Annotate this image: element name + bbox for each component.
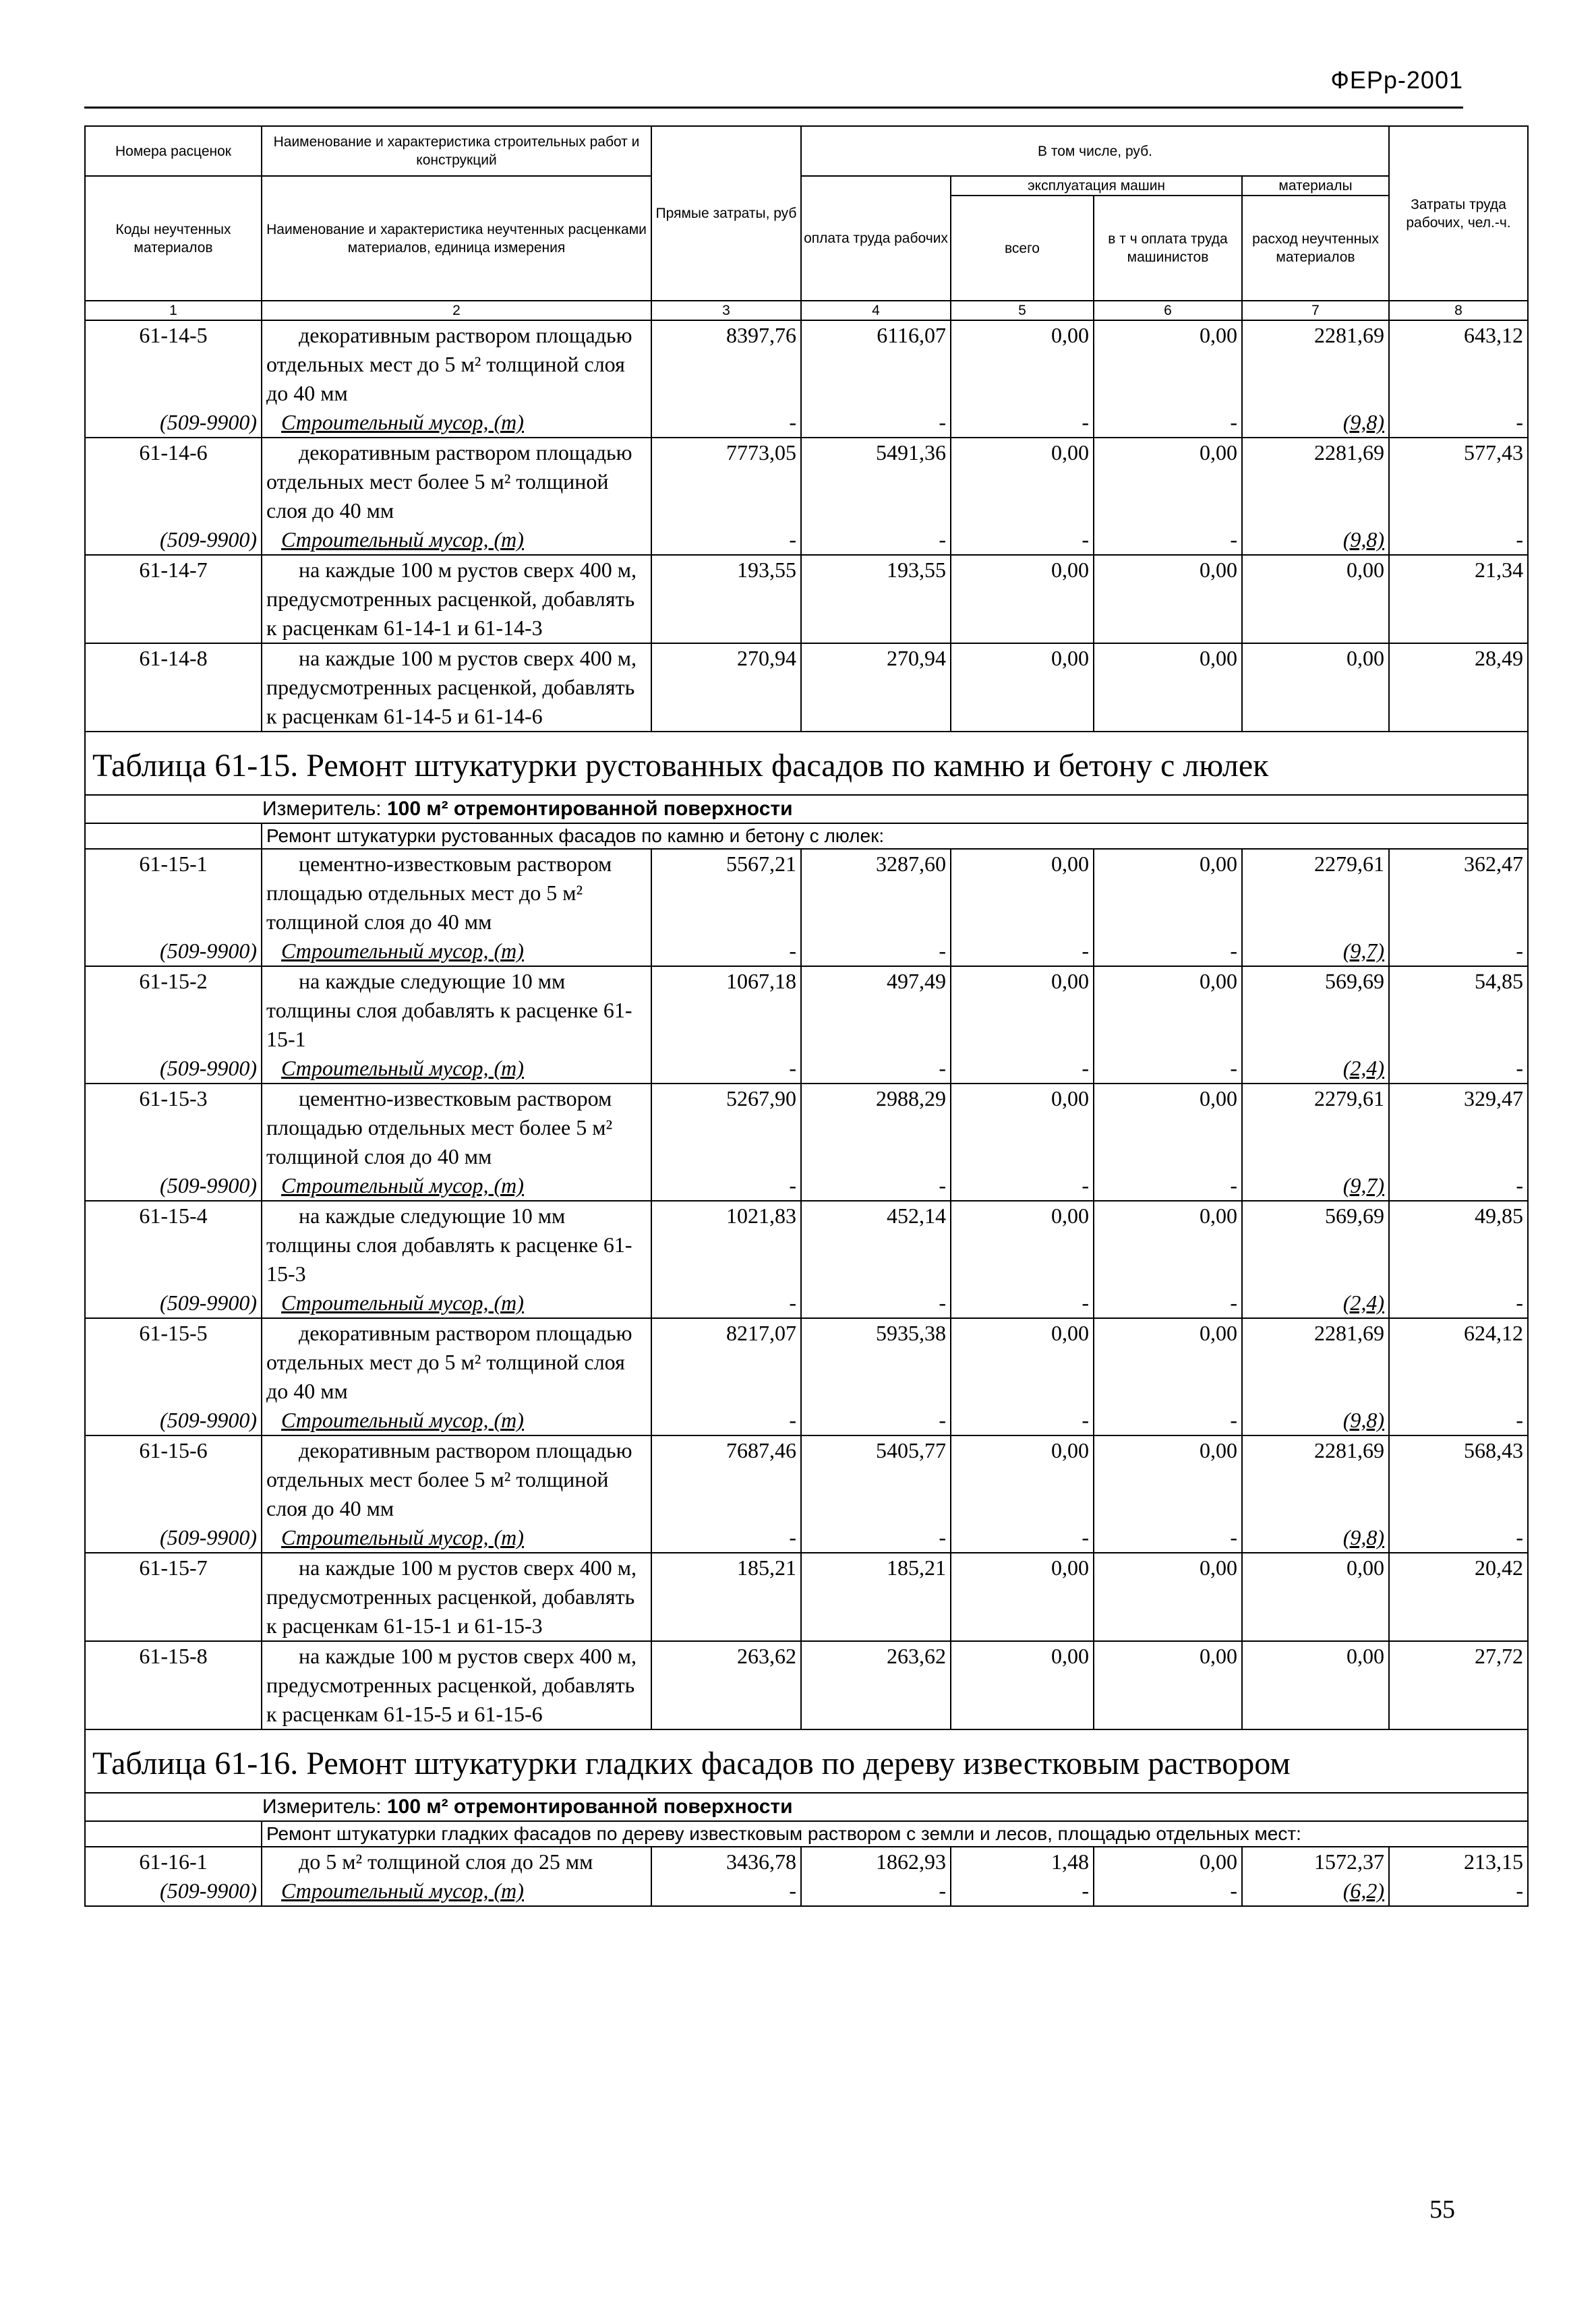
col-name-header: Наименование и характеристика строительных работ и конструкций xyxy=(262,126,651,176)
col-number: 5 xyxy=(951,301,1094,320)
empty-value: - xyxy=(1094,1523,1242,1553)
empty-value: - xyxy=(1389,525,1528,555)
rate-code: 61-15-6 xyxy=(85,1435,262,1523)
page-number: 55 xyxy=(1429,2195,1455,2224)
empty-value: - xyxy=(801,1876,951,1906)
meter-value: 100 м² отремонтированной поверхности xyxy=(386,1796,793,1818)
header-rule xyxy=(84,107,1463,109)
labor-hours: 362,47 xyxy=(1389,849,1528,937)
labor-hours: 21,34 xyxy=(1389,555,1528,643)
direct-cost: 7687,46 xyxy=(651,1435,801,1523)
machine-labor-cost: 0,00 xyxy=(1094,1641,1242,1729)
rate-description: на каждые следующие 10 мм толщины слоя добавлять к расценке 61-15-3 xyxy=(262,1201,651,1288)
labor-hours: 568,43 xyxy=(1389,1435,1528,1523)
col-machlabor-header: в т ч оплата труда машинистов xyxy=(1094,196,1242,301)
machine-cost: 0,00 xyxy=(951,1318,1094,1406)
empty-value: - xyxy=(651,1406,801,1435)
materials-cost: 2279,61 xyxy=(1242,1084,1389,1171)
col-matname-header: Наименование и характеристика неучтенных расценками материалов, единица измерения xyxy=(262,176,651,301)
rate-description: на каждые 100 м рустов сверх 400 м, предусмотренных расценкой, добавлять к расценкам 61-15-1 и 61-15-3 xyxy=(262,1553,651,1641)
group-row xyxy=(85,1821,1528,1847)
rate-row xyxy=(85,643,1528,732)
breakdown-header: В том числе, руб. xyxy=(801,126,1389,176)
empty-value: - xyxy=(951,408,1094,438)
materials-cost: 0,00 xyxy=(1242,1641,1389,1729)
material-quantity: (9,7) xyxy=(1242,937,1389,966)
empty-value: - xyxy=(1389,1054,1528,1084)
materials-cost: 0,00 xyxy=(1242,555,1389,643)
empty-value: - xyxy=(1094,1288,1242,1318)
materials-cost: 2279,61 xyxy=(1242,849,1389,937)
material-row xyxy=(85,1288,1528,1318)
material-quantity: (2,4) xyxy=(1242,1054,1389,1084)
empty-value: - xyxy=(801,1406,951,1435)
empty-value: - xyxy=(1389,1876,1528,1906)
direct-cost: 185,21 xyxy=(651,1553,801,1641)
rate-description: на каждые 100 м рустов сверх 400 м, предусмотренных расценкой, добавлять к расценкам 61-15-5 и 61-15-6 xyxy=(262,1641,651,1729)
empty-value: - xyxy=(1389,1288,1528,1318)
meter-row xyxy=(85,795,1528,823)
machine-labor-cost: 0,00 xyxy=(1094,320,1242,408)
empty-value: - xyxy=(801,1523,951,1553)
col-hours-header: Затраты труда рабочих, чел.-ч. xyxy=(1389,126,1528,301)
material-name: Строительный мусор, (т) xyxy=(262,525,651,555)
labor-hours: 213,15 xyxy=(1389,1847,1528,1876)
empty-value: - xyxy=(1389,1406,1528,1435)
material-code: (509-9900) xyxy=(85,1523,262,1553)
labor-cost: 6116,07 xyxy=(801,320,951,408)
group-row xyxy=(85,823,1528,849)
materials-cost: 569,69 xyxy=(1242,966,1389,1054)
rate-code: 61-15-3 xyxy=(85,1084,262,1171)
direct-cost: 8217,07 xyxy=(651,1318,801,1406)
empty-value: - xyxy=(1094,1171,1242,1201)
rate-code: 61-14-8 xyxy=(85,643,262,732)
material-code: (509-9900) xyxy=(85,1288,262,1318)
direct-cost: 8397,76 xyxy=(651,320,801,408)
machine-labor-cost: 0,00 xyxy=(1094,643,1242,732)
labor-cost: 5405,77 xyxy=(801,1435,951,1523)
material-row xyxy=(85,1406,1528,1435)
materials-cost: 2281,69 xyxy=(1242,438,1389,525)
col-number: 2 xyxy=(262,301,651,320)
empty-value: - xyxy=(951,1876,1094,1906)
empty-value: - xyxy=(801,1054,951,1084)
labor-cost: 263,62 xyxy=(801,1641,951,1729)
labor-cost: 185,21 xyxy=(801,1553,951,1641)
material-code: (509-9900) xyxy=(85,525,262,555)
machines-header: эксплуатация машин xyxy=(951,176,1242,196)
material-quantity: (6,2) xyxy=(1242,1876,1389,1906)
material-name: Строительный мусор, (т) xyxy=(262,937,651,966)
rate-description: на каждые 100 м рустов сверх 400 м, предусмотренных расценкой, добавлять к расценкам 61-14-1 и 61-14-3 xyxy=(262,555,651,643)
rate-code: 61-14-7 xyxy=(85,555,262,643)
materials-cost: 569,69 xyxy=(1242,1201,1389,1288)
group-spacer xyxy=(85,823,262,849)
empty-value: - xyxy=(1094,525,1242,555)
labor-hours: 329,47 xyxy=(1389,1084,1528,1171)
col-labor-header: оплата труда рабочих xyxy=(801,176,951,301)
empty-value: - xyxy=(1094,1054,1242,1084)
empty-value: - xyxy=(1389,1523,1528,1553)
machine-cost: 0,00 xyxy=(951,1435,1094,1523)
empty-value: - xyxy=(951,1054,1094,1084)
empty-value: - xyxy=(951,1406,1094,1435)
col-number: 8 xyxy=(1389,301,1528,320)
col-code-header: Номера расценок xyxy=(85,126,262,176)
meter-value: 100 м² отремонтированной поверхности xyxy=(386,798,793,820)
machine-cost: 0,00 xyxy=(951,849,1094,937)
direct-cost: 270,94 xyxy=(651,643,801,732)
labor-hours: 624,12 xyxy=(1389,1318,1528,1406)
labor-hours: 54,85 xyxy=(1389,966,1528,1054)
col-direct-header: Прямые затраты, руб xyxy=(651,126,801,301)
rate-code: 61-14-6 xyxy=(85,438,262,525)
rate-code: 61-15-2 xyxy=(85,966,262,1054)
material-code: (509-9900) xyxy=(85,1876,262,1906)
labor-cost: 270,94 xyxy=(801,643,951,732)
empty-value: - xyxy=(651,1054,801,1084)
meter xyxy=(85,795,1528,823)
group-spacer xyxy=(85,1821,262,1847)
machine-cost: 1,48 xyxy=(951,1847,1094,1876)
rate-code: 61-15-7 xyxy=(85,1553,262,1641)
rate-description: декоративным раствором площадью отдельных мест до 5 м² толщиной слоя до 40 мм xyxy=(262,320,651,408)
material-quantity: (9,8) xyxy=(1242,525,1389,555)
empty-value: - xyxy=(801,1288,951,1318)
direct-cost: 5267,90 xyxy=(651,1084,801,1171)
direct-cost: 5567,21 xyxy=(651,849,801,937)
col-number: 7 xyxy=(1242,301,1389,320)
rate-description: на каждые 100 м рустов сверх 400 м, предусмотренных расценкой, добавлять к расценкам 61-14-5 и 61-14-6 xyxy=(262,643,651,732)
empty-value: - xyxy=(651,408,801,438)
material-code: (509-9900) xyxy=(85,408,262,438)
empty-value: - xyxy=(651,937,801,966)
materials-cost: 0,00 xyxy=(1242,1553,1389,1641)
rate-code: 61-15-4 xyxy=(85,1201,262,1288)
column-numbers xyxy=(85,301,1528,320)
col-materials-header: расход неучтенных материалов xyxy=(1242,196,1389,301)
material-name: Строительный мусор, (т) xyxy=(262,1523,651,1553)
empty-value: - xyxy=(651,1171,801,1201)
labor-hours: 643,12 xyxy=(1389,320,1528,408)
empty-value: - xyxy=(801,937,951,966)
labor-cost: 2988,29 xyxy=(801,1084,951,1171)
empty-value: - xyxy=(651,1523,801,1553)
table-header xyxy=(85,126,1528,320)
empty-value: - xyxy=(1094,1406,1242,1435)
machine-cost: 0,00 xyxy=(951,320,1094,408)
table-title: Таблица 61-16. Ремонт штукатурки гладких фасадов по дереву известковым раствором xyxy=(85,1729,1528,1793)
direct-cost: 193,55 xyxy=(651,555,801,643)
rate-row xyxy=(85,1201,1528,1288)
empty-value: - xyxy=(951,1288,1094,1318)
rate-row xyxy=(85,1847,1528,1876)
empty-value: - xyxy=(1094,937,1242,966)
rate-description: декоративным раствором площадью отдельных мест более 5 м² толщиной слоя до 40 мм xyxy=(262,1435,651,1523)
meter-label: Измеритель: xyxy=(262,1796,382,1818)
table-title: Таблица 61-15. Ремонт штукатурки рустованных фасадов по камню и бетону с люлек xyxy=(85,732,1528,795)
empty-value: - xyxy=(1389,937,1528,966)
direct-cost: 1067,18 xyxy=(651,966,801,1054)
direct-cost: 263,62 xyxy=(651,1641,801,1729)
rate-row xyxy=(85,849,1528,937)
labor-cost: 1862,93 xyxy=(801,1847,951,1876)
material-name: Строительный мусор, (т) xyxy=(262,1171,651,1201)
machine-labor-cost: 0,00 xyxy=(1094,555,1242,643)
meter-label: Измеритель: xyxy=(262,798,382,820)
material-row xyxy=(85,525,1528,555)
rate-code: 61-16-1 xyxy=(85,1847,262,1876)
machine-cost: 0,00 xyxy=(951,1553,1094,1641)
machine-labor-cost: 0,00 xyxy=(1094,438,1242,525)
material-quantity: (9,8) xyxy=(1242,1523,1389,1553)
material-name: Строительный мусор, (т) xyxy=(262,408,651,438)
machine-cost: 0,00 xyxy=(951,1641,1094,1729)
material-row xyxy=(85,408,1528,438)
empty-value: - xyxy=(951,525,1094,555)
materials-header: материалы xyxy=(1242,176,1389,196)
material-code: (509-9900) xyxy=(85,937,262,966)
material-name: Строительный мусор, (т) xyxy=(262,1406,651,1435)
material-row xyxy=(85,1054,1528,1084)
empty-value: - xyxy=(951,937,1094,966)
rate-row xyxy=(85,966,1528,1054)
col-number: 4 xyxy=(801,301,951,320)
table-body xyxy=(85,320,1528,1906)
material-quantity: (9,7) xyxy=(1242,1171,1389,1201)
material-quantity: (9,8) xyxy=(1242,408,1389,438)
empty-value: - xyxy=(651,1876,801,1906)
direct-cost: 1021,83 xyxy=(651,1201,801,1288)
empty-value: - xyxy=(1389,408,1528,438)
rate-row xyxy=(85,1318,1528,1406)
rate-description: цементно-известковым раствором площадью отдельных мест более 5 м² толщиной слоя до 40 мм xyxy=(262,1084,651,1171)
materials-cost: 2281,69 xyxy=(1242,320,1389,408)
labor-cost: 5935,38 xyxy=(801,1318,951,1406)
rate-description: до 5 м² толщиной слоя до 25 мм xyxy=(262,1847,651,1876)
labor-cost: 452,14 xyxy=(801,1201,951,1288)
rate-row xyxy=(85,1435,1528,1523)
material-row xyxy=(85,1523,1528,1553)
meter xyxy=(85,1793,1528,1821)
empty-value: - xyxy=(801,408,951,438)
material-code: (509-9900) xyxy=(85,1054,262,1084)
section-title-row xyxy=(85,1729,1528,1793)
group-title: Ремонт штукатурки рустованных фасадов по камню и бетону с люлек: xyxy=(262,823,1528,849)
empty-value: - xyxy=(651,1288,801,1318)
direct-cost: 3436,78 xyxy=(651,1847,801,1876)
machine-cost: 0,00 xyxy=(951,555,1094,643)
rate-description: на каждые следующие 10 мм толщины слоя добавлять к расценке 61-15-1 xyxy=(262,966,651,1054)
labor-cost: 497,49 xyxy=(801,966,951,1054)
labor-cost: 3287,60 xyxy=(801,849,951,937)
machine-labor-cost: 0,00 xyxy=(1094,1084,1242,1171)
rate-row xyxy=(85,438,1528,525)
machine-labor-cost: 0,00 xyxy=(1094,966,1242,1054)
col-matcode-header: Коды неучтенных материалов xyxy=(85,176,262,301)
machine-cost: 0,00 xyxy=(951,1201,1094,1288)
empty-value: - xyxy=(651,525,801,555)
rate-code: 61-14-5 xyxy=(85,320,262,408)
machine-labor-cost: 0,00 xyxy=(1094,1435,1242,1523)
rate-row xyxy=(85,1641,1528,1729)
labor-cost: 5491,36 xyxy=(801,438,951,525)
empty-value: - xyxy=(951,1171,1094,1201)
labor-hours: 49,85 xyxy=(1389,1201,1528,1288)
labor-cost: 193,55 xyxy=(801,555,951,643)
rate-code: 61-15-1 xyxy=(85,849,262,937)
rate-code: 61-15-5 xyxy=(85,1318,262,1406)
material-name: Строительный мусор, (т) xyxy=(262,1054,651,1084)
labor-hours: 28,49 xyxy=(1389,643,1528,732)
rate-row xyxy=(85,320,1528,408)
col-number: 1 xyxy=(85,301,262,320)
material-quantity: (2,4) xyxy=(1242,1288,1389,1318)
empty-value: - xyxy=(801,1171,951,1201)
materials-cost: 0,00 xyxy=(1242,643,1389,732)
material-row xyxy=(85,1171,1528,1201)
machine-cost: 0,00 xyxy=(951,438,1094,525)
machine-labor-cost: 0,00 xyxy=(1094,1318,1242,1406)
col-number: 3 xyxy=(651,301,801,320)
meter-row xyxy=(85,1793,1528,1821)
labor-hours: 27,72 xyxy=(1389,1641,1528,1729)
machine-cost: 0,00 xyxy=(951,643,1094,732)
section-title-row xyxy=(85,732,1528,795)
materials-cost: 1572,37 xyxy=(1242,1847,1389,1876)
group-title: Ремонт штукатурки гладких фасадов по дереву известковым раствором с земли и лесов, площадью отдельных мест: xyxy=(262,1821,1528,1847)
rate-row xyxy=(85,1553,1528,1641)
machine-cost: 0,00 xyxy=(951,1084,1094,1171)
rate-description: декоративным раствором площадью отдельных мест более 5 м² толщиной слоя до 40 мм xyxy=(262,438,651,525)
machine-labor-cost: 0,00 xyxy=(1094,1201,1242,1288)
machine-labor-cost: 0,00 xyxy=(1094,849,1242,937)
machine-labor-cost: 0,00 xyxy=(1094,1553,1242,1641)
col-number: 6 xyxy=(1094,301,1242,320)
rate-row xyxy=(85,1084,1528,1171)
machine-cost: 0,00 xyxy=(951,966,1094,1054)
rate-code: 61-15-8 xyxy=(85,1641,262,1729)
rate-row xyxy=(85,555,1528,643)
materials-cost: 2281,69 xyxy=(1242,1435,1389,1523)
col-mach-header: всего xyxy=(951,196,1094,301)
material-code: (509-9900) xyxy=(85,1171,262,1201)
material-row xyxy=(85,1876,1528,1906)
material-row xyxy=(85,937,1528,966)
material-code: (509-9900) xyxy=(85,1406,262,1435)
material-name: Строительный мусор, (т) xyxy=(262,1288,651,1318)
empty-value: - xyxy=(801,525,951,555)
empty-value: - xyxy=(1094,1876,1242,1906)
document-code: ФЕРр-2001 xyxy=(1330,66,1463,94)
material-name: Строительный мусор, (т) xyxy=(262,1876,651,1906)
rates-table xyxy=(84,125,1529,1907)
machine-labor-cost: 0,00 xyxy=(1094,1847,1242,1876)
material-quantity: (9,8) xyxy=(1242,1406,1389,1435)
materials-cost: 2281,69 xyxy=(1242,1318,1389,1406)
empty-value: - xyxy=(1389,1171,1528,1201)
labor-hours: 577,43 xyxy=(1389,438,1528,525)
direct-cost: 7773,05 xyxy=(651,438,801,525)
rate-description: декоративным раствором площадью отдельных мест до 5 м² толщиной слоя до 40 мм xyxy=(262,1318,651,1406)
empty-value: - xyxy=(951,1523,1094,1553)
empty-value: - xyxy=(1094,408,1242,438)
rate-description: цементно-известковым раствором площадью отдельных мест до 5 м² толщиной слоя до 40 мм xyxy=(262,849,651,937)
labor-hours: 20,42 xyxy=(1389,1553,1528,1641)
